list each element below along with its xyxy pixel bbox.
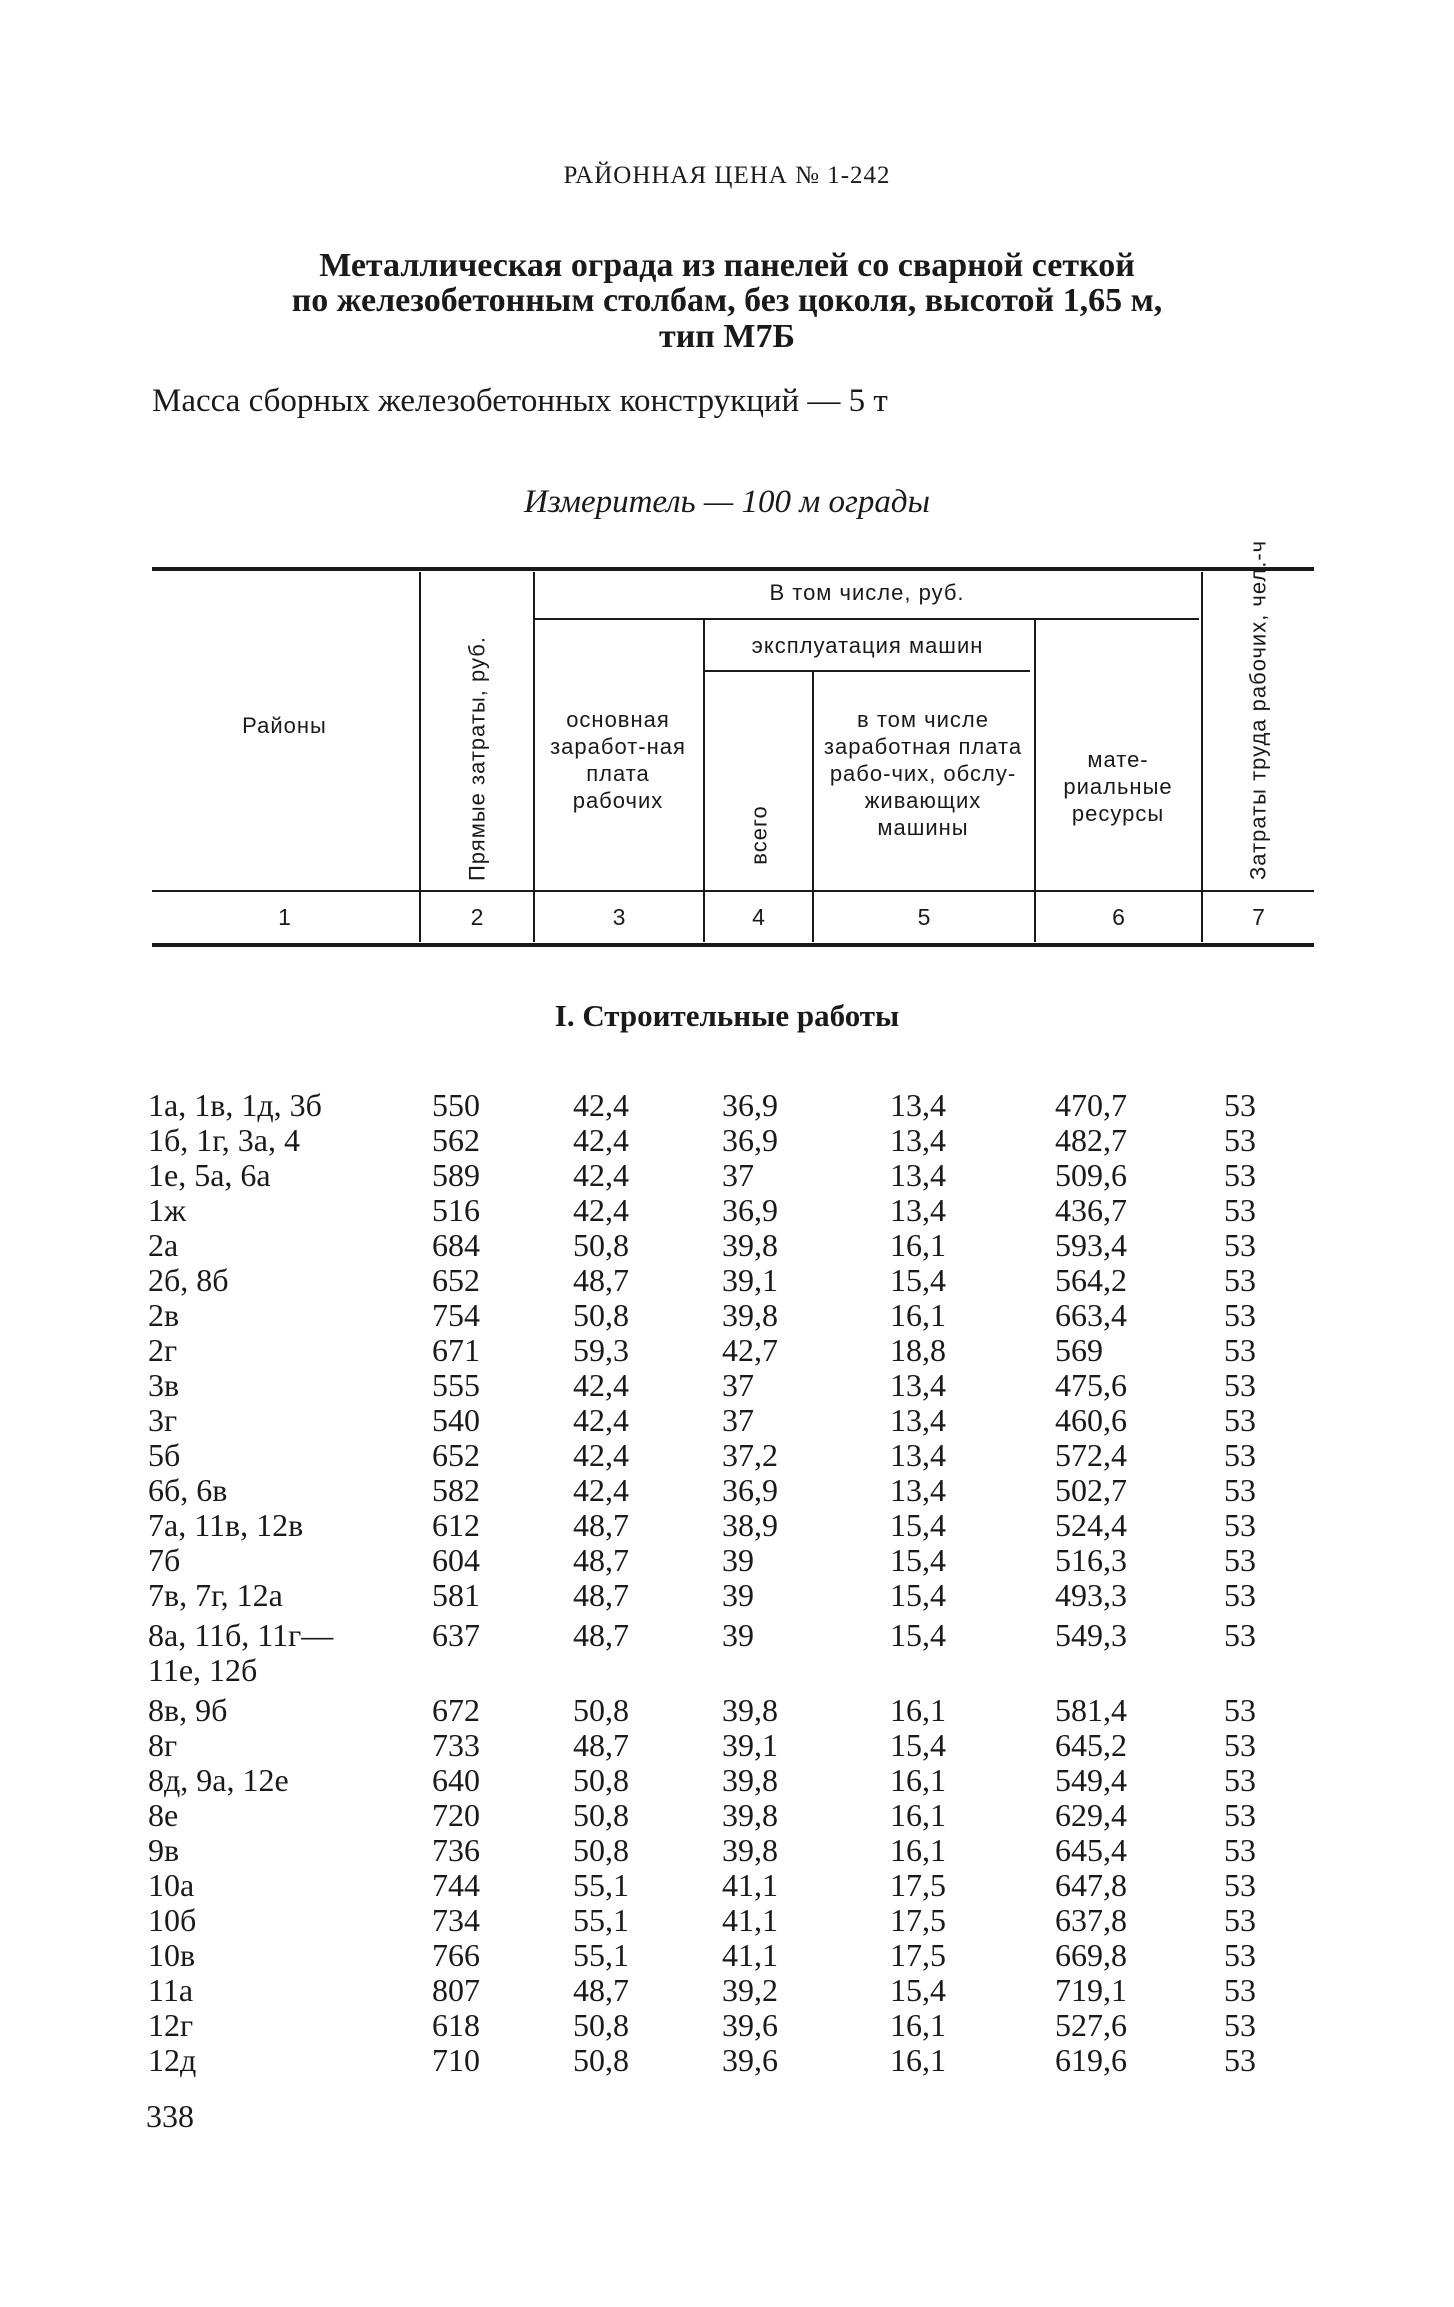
labor-cell: 53 (1224, 1617, 1256, 1653)
wage-cell: 42,4 (573, 1472, 629, 1508)
labor-cell: 53 (1224, 1087, 1256, 1123)
region-cell: 10а (148, 1867, 195, 1903)
column-number: 5 (917, 904, 931, 930)
direct-cell: 618 (432, 2007, 480, 2043)
machine-wage-cell: 13,4 (890, 1157, 946, 1193)
labor-cell: 53 (1224, 1867, 1256, 1903)
direct-cell: 744 (432, 1867, 480, 1903)
region-cell: 9в (148, 1832, 180, 1868)
machine-wage-cell: 16,1 (890, 1832, 946, 1868)
table-row (0, 1437, 1454, 1473)
column-divider (533, 572, 535, 942)
price-header-label: РАЙОННАЯ ЦЕНА № 1-242 (563, 162, 891, 189)
labor-cell: 53 (1224, 1692, 1256, 1728)
wage-cell: 50,8 (573, 1797, 629, 1833)
materials-cell: 645,4 (1055, 1832, 1127, 1868)
machines-total-cell: 36,9 (722, 1192, 778, 1228)
machines-total-cell: 39,8 (722, 1762, 778, 1798)
machine-wage-cell: 13,4 (890, 1402, 946, 1438)
header-machines-group: эксплуатация машин (751, 633, 984, 658)
table-row (0, 1867, 1454, 1903)
wage-cell: 48,7 (573, 1542, 629, 1578)
region-cell: 8д, 9а, 12е (148, 1762, 289, 1798)
table-row (0, 1332, 1454, 1368)
machine-wage-cell: 13,4 (890, 1122, 946, 1158)
region-cell: 2б, 8б (148, 1262, 229, 1298)
machine-wage-cell: 16,1 (890, 1797, 946, 1833)
table-row (0, 1577, 1454, 1613)
region-cell: 2а (148, 1227, 179, 1263)
materials-cell: 647,8 (1055, 1867, 1127, 1903)
materials-cell: 482,7 (1055, 1122, 1127, 1158)
materials-cell: 549,3 (1055, 1617, 1127, 1653)
wage-cell: 42,4 (573, 1087, 629, 1123)
table-row (0, 1297, 1454, 1333)
materials-cell: 516,3 (1055, 1542, 1127, 1578)
header-including-group: В том числе, руб. (769, 580, 965, 605)
region-cell: 8е (148, 1797, 179, 1833)
direct-cell: 540 (432, 1402, 480, 1438)
column-number: 6 (1112, 904, 1125, 930)
machine-wage-cell: 15,4 (890, 1617, 946, 1653)
machine-wage-cell: 16,1 (890, 1227, 946, 1263)
direct-cell: 604 (432, 1542, 480, 1578)
table-row (0, 1762, 1454, 1798)
region-cell: 1а, 1в, 1д, 3б (148, 1087, 322, 1123)
machine-wage-cell: 13,4 (890, 1437, 946, 1473)
materials-cell: 475,6 (1055, 1367, 1127, 1403)
wage-cell: 42,4 (573, 1122, 629, 1158)
machines-total-cell: 39,8 (722, 1692, 778, 1728)
header-direct-costs: Прямые затраты, руб. (464, 636, 490, 881)
direct-cell: 710 (432, 2042, 480, 2078)
column-divider (703, 620, 705, 942)
machines-total-cell: 39,8 (722, 1297, 778, 1333)
machines-total-cell: 39 (722, 1577, 754, 1613)
direct-cell: 555 (432, 1367, 480, 1403)
column-number: 7 (1252, 904, 1265, 930)
machine-wage-cell: 15,4 (890, 1542, 946, 1578)
machine-wage-cell: 13,4 (890, 1367, 946, 1403)
materials-cell: 663,4 (1055, 1297, 1127, 1333)
materials-cell: 719,1 (1055, 1972, 1127, 2008)
machines-total-cell: 39,8 (722, 1227, 778, 1263)
direct-cell: 720 (432, 1797, 480, 1833)
labor-cell: 53 (1224, 1367, 1256, 1403)
table-row (0, 1832, 1454, 1868)
materials-cell: 629,4 (1055, 1797, 1127, 1833)
document-title-line-3: тип М7Б (659, 318, 795, 355)
materials-cell: 524,4 (1055, 1507, 1127, 1543)
machine-wage-cell: 17,5 (890, 1867, 946, 1903)
machines-total-cell: 41,1 (722, 1937, 778, 1973)
table-row (0, 1617, 1454, 1653)
direct-cell: 581 (432, 1577, 480, 1613)
table-row (0, 1797, 1454, 1833)
materials-cell: 637,8 (1055, 1902, 1127, 1938)
machines-total-cell: 39,6 (722, 2042, 778, 2078)
materials-cell: 569 (1055, 1332, 1103, 1368)
region-cell: 12г (148, 2007, 194, 2043)
materials-cell: 645,2 (1055, 1727, 1127, 1763)
region-cell: 8в, 9б (148, 1692, 228, 1728)
column-divider (1034, 620, 1036, 942)
machines-total-cell: 39 (722, 1542, 754, 1578)
machine-wage-cell: 18,8 (890, 1332, 946, 1368)
labor-cell: 53 (1224, 1727, 1256, 1763)
region-cell: 2в (148, 1297, 180, 1333)
region-cell: 11е, 12б (148, 1652, 258, 1688)
document-title-line-1: Металлическая ограда из панелей со сварной сеткой (319, 247, 1135, 284)
table-row (0, 1937, 1454, 1973)
table-top-rule (152, 567, 1314, 571)
table-header-end-rule (152, 943, 1314, 947)
materials-cell: 581,4 (1055, 1692, 1127, 1728)
direct-cell: 671 (432, 1332, 480, 1368)
region-cell: 6б, 6в (148, 1472, 228, 1508)
labor-cell: 53 (1224, 1157, 1256, 1193)
table-row (0, 1262, 1454, 1298)
table-row (0, 1157, 1454, 1193)
table-row (0, 1902, 1454, 1938)
table-row-continuation (0, 1652, 1454, 1688)
table-row (0, 1192, 1454, 1228)
header-materials: мате-риальные ресурсы (1063, 747, 1173, 826)
region-cell: 5б (148, 1437, 181, 1473)
materials-cell: 436,7 (1055, 1192, 1127, 1228)
machine-wage-cell: 13,4 (890, 1087, 946, 1123)
direct-cell: 733 (432, 1727, 480, 1763)
machines-total-cell: 39,8 (722, 1832, 778, 1868)
direct-cell: 582 (432, 1472, 480, 1508)
direct-cell: 754 (432, 1297, 480, 1333)
wage-cell: 50,8 (573, 1762, 629, 1798)
materials-cell: 470,7 (1055, 1087, 1127, 1123)
wage-cell: 55,1 (573, 1867, 629, 1903)
machines-total-cell: 36,9 (722, 1122, 778, 1158)
machines-total-cell: 38,9 (722, 1507, 778, 1543)
wage-cell: 50,8 (573, 2042, 629, 2078)
wage-cell: 42,4 (573, 1192, 629, 1228)
machine-wage-cell: 15,4 (890, 1577, 946, 1613)
section-title: I. Строительные работы (554, 998, 900, 1033)
labor-cell: 53 (1224, 1472, 1256, 1508)
direct-cell: 807 (432, 1972, 480, 2008)
including-group-rule (535, 618, 1199, 620)
direct-cell: 736 (432, 1832, 480, 1868)
direct-cell: 637 (432, 1617, 480, 1653)
table-row (0, 1692, 1454, 1728)
machines-total-cell: 39,2 (722, 1972, 778, 2008)
labor-cell: 53 (1224, 1262, 1256, 1298)
wage-cell: 48,7 (573, 1577, 629, 1613)
labor-cell: 53 (1224, 2042, 1256, 2078)
labor-cell: 53 (1224, 1937, 1256, 1973)
machines-total-cell: 37 (722, 1402, 754, 1438)
table-row (0, 2042, 1454, 2078)
machines-total-cell: 39,1 (722, 1727, 778, 1763)
machine-wage-cell: 17,5 (890, 1937, 946, 1973)
labor-cell: 53 (1224, 1437, 1256, 1473)
wage-cell: 55,1 (573, 1937, 629, 1973)
machines-total-cell: 42,7 (722, 1332, 778, 1368)
region-cell: 3г (148, 1402, 178, 1438)
materials-cell: 493,3 (1055, 1577, 1127, 1613)
labor-cell: 53 (1224, 1122, 1256, 1158)
column-divider (419, 572, 421, 942)
wage-cell: 48,7 (573, 1972, 629, 2008)
header-labor: Затраты труда рабочих, чел.-ч (1245, 539, 1271, 880)
machines-total-cell: 39,6 (722, 2007, 778, 2043)
direct-cell: 766 (432, 1937, 480, 1973)
region-cell: 11а (148, 1972, 194, 2008)
machines-total-cell: 37,2 (722, 1437, 778, 1473)
machine-wage-cell: 13,4 (890, 1192, 946, 1228)
machines-total-cell: 39 (722, 1617, 754, 1653)
wage-cell: 48,7 (573, 1262, 629, 1298)
direct-cell: 640 (432, 1762, 480, 1798)
region-cell: 1ж (148, 1192, 187, 1228)
materials-cell: 460,6 (1055, 1402, 1127, 1438)
machines-total-cell: 39,1 (722, 1262, 778, 1298)
region-cell: 7а, 11в, 12в (148, 1507, 304, 1543)
column-divider (1201, 572, 1203, 942)
region-cell: 1е, 5а, 6а (148, 1157, 271, 1193)
column-number: 3 (612, 904, 626, 930)
table-row (0, 1402, 1454, 1438)
machine-wage-cell: 16,1 (890, 1762, 946, 1798)
labor-cell: 53 (1224, 1577, 1256, 1613)
machines-total-cell: 41,1 (722, 1902, 778, 1938)
table-row (0, 1122, 1454, 1158)
wage-cell: 55,1 (573, 1902, 629, 1938)
direct-cell: 562 (432, 1122, 480, 1158)
region-cell: 1б, 1г, 3а, 4 (148, 1122, 300, 1158)
wage-cell: 50,8 (573, 1297, 629, 1333)
labor-cell: 53 (1224, 2007, 1256, 2043)
wage-cell: 42,4 (573, 1437, 629, 1473)
header-bottom-rule (152, 890, 1314, 892)
machines-total-cell: 37 (722, 1367, 754, 1403)
page-number: 338 (146, 2098, 194, 2134)
table-row (0, 1972, 1454, 2008)
wage-cell: 42,4 (573, 1157, 629, 1193)
machine-wage-cell: 17,5 (890, 1902, 946, 1938)
wage-cell: 50,8 (573, 1692, 629, 1728)
machine-wage-cell: 16,1 (890, 1297, 946, 1333)
materials-cell: 619,6 (1055, 2042, 1127, 2078)
direct-cell: 672 (432, 1692, 480, 1728)
labor-cell: 53 (1224, 1507, 1256, 1543)
column-divider (812, 672, 814, 942)
labor-cell: 53 (1224, 1192, 1256, 1228)
region-cell: 7в, 7г, 12а (148, 1577, 283, 1613)
materials-cell: 572,4 (1055, 1437, 1127, 1473)
table-row (0, 1542, 1454, 1578)
table-row (0, 1367, 1454, 1403)
table-row (0, 1727, 1454, 1763)
labor-cell: 53 (1224, 1297, 1256, 1333)
machine-wage-cell: 16,1 (890, 2042, 946, 2078)
materials-cell: 509,6 (1055, 1157, 1127, 1193)
column-number: 4 (752, 904, 765, 930)
table-row (0, 1087, 1454, 1123)
region-cell: 3в (148, 1367, 180, 1403)
document-title-line-2: по железобетонным столбам, без цоколя, высотой 1,65 м, (291, 282, 1163, 319)
machine-wage-cell: 16,1 (890, 1692, 946, 1728)
machine-wage-cell: 15,4 (890, 1727, 946, 1763)
machine-wage-cell: 15,4 (890, 1507, 946, 1543)
direct-cell: 652 (432, 1262, 480, 1298)
wage-cell: 48,7 (573, 1617, 629, 1653)
column-number: 1 (278, 904, 291, 930)
region-cell: 7б (148, 1542, 181, 1578)
labor-cell: 53 (1224, 1402, 1256, 1438)
materials-cell: 593,4 (1055, 1227, 1127, 1263)
column-number: 2 (470, 904, 484, 930)
materials-cell: 669,8 (1055, 1937, 1127, 1973)
region-cell: 10б (148, 1902, 197, 1938)
table-row (0, 1227, 1454, 1263)
header-machines-total: всего (746, 805, 772, 865)
region-cell: 8г (148, 1727, 178, 1763)
materials-cell: 564,2 (1055, 1262, 1127, 1298)
wage-cell: 59,3 (573, 1332, 629, 1368)
materials-cell: 527,6 (1055, 2007, 1127, 2043)
table-row (0, 2007, 1454, 2043)
direct-cell: 516 (432, 1192, 480, 1228)
labor-cell: 53 (1224, 1832, 1256, 1868)
wage-cell: 42,4 (573, 1367, 629, 1403)
region-cell: 10в (148, 1937, 196, 1973)
machines-total-cell: 37 (722, 1157, 754, 1193)
machines-total-cell: 39,8 (722, 1797, 778, 1833)
labor-cell: 53 (1224, 1227, 1256, 1263)
machines-total-cell: 36,9 (722, 1087, 778, 1123)
region-cell: 8а, 11б, 11г— (148, 1617, 334, 1653)
mass-line: Масса сборных железобетонных конструкций — 5 т (152, 383, 888, 419)
direct-cell: 734 (432, 1902, 480, 1938)
direct-cell: 550 (432, 1087, 480, 1123)
machines-total-cell: 41,1 (722, 1867, 778, 1903)
materials-cell: 502,7 (1055, 1472, 1127, 1508)
machine-wage-cell: 15,4 (890, 1262, 946, 1298)
header-base-wage: основная заработ-ная плата рабочих (550, 707, 686, 813)
header-machine-wage: в том числе заработная плата рабо-чих, обслу-живающих машины (823, 707, 1023, 840)
direct-cell: 612 (432, 1507, 480, 1543)
wage-cell: 48,7 (573, 1507, 629, 1543)
wage-cell: 48,7 (573, 1727, 629, 1763)
unit-line: Измеритель — 100 м ограды (524, 484, 930, 520)
wage-cell: 50,8 (573, 2007, 629, 2043)
machines-group-rule (705, 670, 1030, 672)
labor-cell: 53 (1224, 1972, 1256, 2008)
machine-wage-cell: 15,4 (890, 1972, 946, 2008)
direct-cell: 589 (432, 1157, 480, 1193)
header-regions: Районы (242, 713, 327, 738)
labor-cell: 53 (1224, 1902, 1256, 1938)
table-row (0, 1472, 1454, 1508)
region-cell: 2г (148, 1332, 178, 1368)
machine-wage-cell: 13,4 (890, 1472, 946, 1508)
wage-cell: 42,4 (573, 1402, 629, 1438)
labor-cell: 53 (1224, 1332, 1256, 1368)
direct-cell: 684 (432, 1227, 480, 1263)
machine-wage-cell: 16,1 (890, 2007, 946, 2043)
table-row (0, 1507, 1454, 1543)
labor-cell: 53 (1224, 1797, 1256, 1833)
direct-cell: 652 (432, 1437, 480, 1473)
labor-cell: 53 (1224, 1542, 1256, 1578)
region-cell: 12д (148, 2042, 197, 2078)
materials-cell: 549,4 (1055, 1762, 1127, 1798)
labor-cell: 53 (1224, 1762, 1256, 1798)
wage-cell: 50,8 (573, 1227, 629, 1263)
machines-total-cell: 36,9 (722, 1472, 778, 1508)
wage-cell: 50,8 (573, 1832, 629, 1868)
